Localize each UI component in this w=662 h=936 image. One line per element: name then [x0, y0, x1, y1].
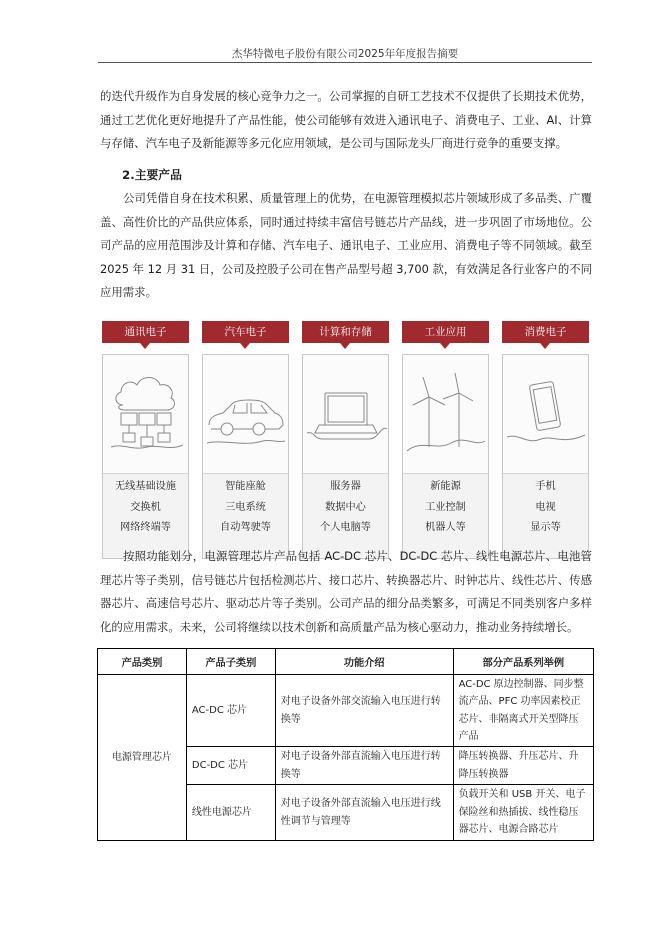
product-table: [97, 648, 594, 841]
table-cell-func: 对电子设备外部直流输入电压进行转换等: [275, 747, 453, 785]
table-cell-examples: AC-DC 原边控制器、同步整流产品、PFC 功率因素校正芯片、非隔离式开关型降压产品: [453, 675, 593, 747]
table-row: [98, 675, 594, 747]
table-cell-sub: DC-DC 芯片: [186, 747, 275, 785]
cloud-network-icon: [103, 355, 188, 474]
table-header: 功能介绍: [275, 649, 453, 675]
category-apps: [203, 477, 288, 539]
page-header: 杰华特微电子股份有限公司2025年年度报告摘要: [231, 48, 459, 60]
app-item: 自动驾驶等: [220, 522, 271, 533]
app-item: 显示等: [530, 522, 561, 533]
category-label: 汽车电子: [202, 321, 289, 343]
table-cell-sub: 线性电源芯片: [186, 785, 275, 841]
category-panel: [302, 354, 389, 559]
app-item: 个人电脑等: [320, 522, 371, 533]
app-item: 数据中心: [325, 501, 366, 513]
category-label: 消费电子: [502, 321, 589, 343]
function-paragraph: 按照功能划分，电源管理芯片产品包括 AC-DC 芯片、DC-DC 芯片、线性电源芯片、电池管理芯片等子类别，信号链芯片包括检测芯片、接口芯片、转换器芯片、时钟芯片、线性芯片、传感器芯片、高速信号芯片、驱动芯片等子类别。公司产品的细分品类繁多，可满足不同类别客户多样化的应用需求。未来，公司将继续以技术创新和高质量产品为核心驱动力，推动业务持续增长。: [100, 549, 592, 634]
table-cell-examples: 负载开关和 USB 开关、电子保险丝和热插拔、线性稳压器芯片、电源合路芯片: [453, 785, 593, 841]
laptop-icon: [303, 355, 388, 474]
app-item: 电视: [535, 501, 556, 513]
category-apps: [403, 477, 488, 539]
table-header: 部分产品系列举例: [453, 649, 593, 675]
category-apps: [303, 477, 388, 539]
table-cell-sub: AC-DC 芯片: [186, 675, 275, 747]
app-item: 手机: [535, 481, 556, 492]
category-panel: [502, 354, 589, 559]
section-paragraph: 公司凭借自身在技术积累、质量管理上的优势，在电源管理模拟芯片领域形成了多品类、广覆盖、高性价比的产品供应体系，同时通过持续丰富信号链芯片产品线，进一步巩固了市场地位。公司产品的应用范围涉及计算和存储、汽车电子、通讯电子、工业应用、消费电子等不同领域。截至 2025 年 12 月 31 日，公司及控股子公司在售产品型号超 3,700 款，有效满足各行业客户的不同应用需求。: [100, 191, 592, 299]
category-panel: [202, 354, 289, 559]
category-apps: [103, 477, 188, 539]
app-item: 新能源: [430, 481, 461, 492]
wind-turbine-icon: [403, 355, 488, 474]
category-panel: [102, 354, 189, 559]
table-cell-examples: 降压转换器、升压芯片、升降压转换器: [453, 747, 593, 785]
category-label: 计算和存储: [302, 321, 389, 343]
category-label: 工业应用: [402, 321, 489, 343]
section-title: 2.主要产品: [122, 168, 182, 182]
car-icon: [203, 355, 288, 474]
app-item: 机器人等: [425, 522, 466, 533]
app-item: 无线基础设施: [114, 481, 177, 492]
table-header-row: [98, 649, 594, 675]
category-arrow: [240, 343, 250, 349]
category-arrow: [540, 343, 550, 349]
app-item: 交换机: [130, 501, 161, 513]
smartphone-icon: [503, 355, 588, 474]
category-arrow: [140, 343, 150, 349]
category-arrow: [440, 343, 450, 349]
category-arrow: [340, 343, 350, 349]
table-header: 产品子类别: [186, 649, 275, 675]
table-cell-category: 电源管理芯片: [98, 675, 187, 841]
app-item: 工业控制: [425, 501, 466, 513]
table-cell-func: 对电子设备外部交流输入电压进行转换等: [275, 675, 453, 747]
app-item: 三电系统: [225, 501, 266, 513]
table-cell-func: 对电子设备外部直流输入电压进行线性调节与管理等: [275, 785, 453, 841]
app-item: 网络终端等: [120, 522, 171, 533]
intro-paragraph: 的迭代升级作为自身发展的核心竞争力之一。公司掌握的自研工艺技术不仅提供了长期技术优势，通过工艺优化更好地提升了产品性能，使公司能够有效进入通讯电子、消费电子、工业、AI、计算与存储、汽车电子及新能源等多元化应用领域，是公司与国际龙头厂商进行竞争的重要支撑。: [100, 89, 592, 150]
category-apps: [503, 477, 588, 539]
table-header: 产品类别: [98, 649, 187, 675]
category-label: 通讯电子: [102, 321, 189, 343]
app-item: 服务器: [330, 481, 361, 492]
header-rule: [98, 62, 592, 63]
category-panel: [402, 354, 489, 559]
app-item: 智能座舱: [225, 481, 266, 492]
